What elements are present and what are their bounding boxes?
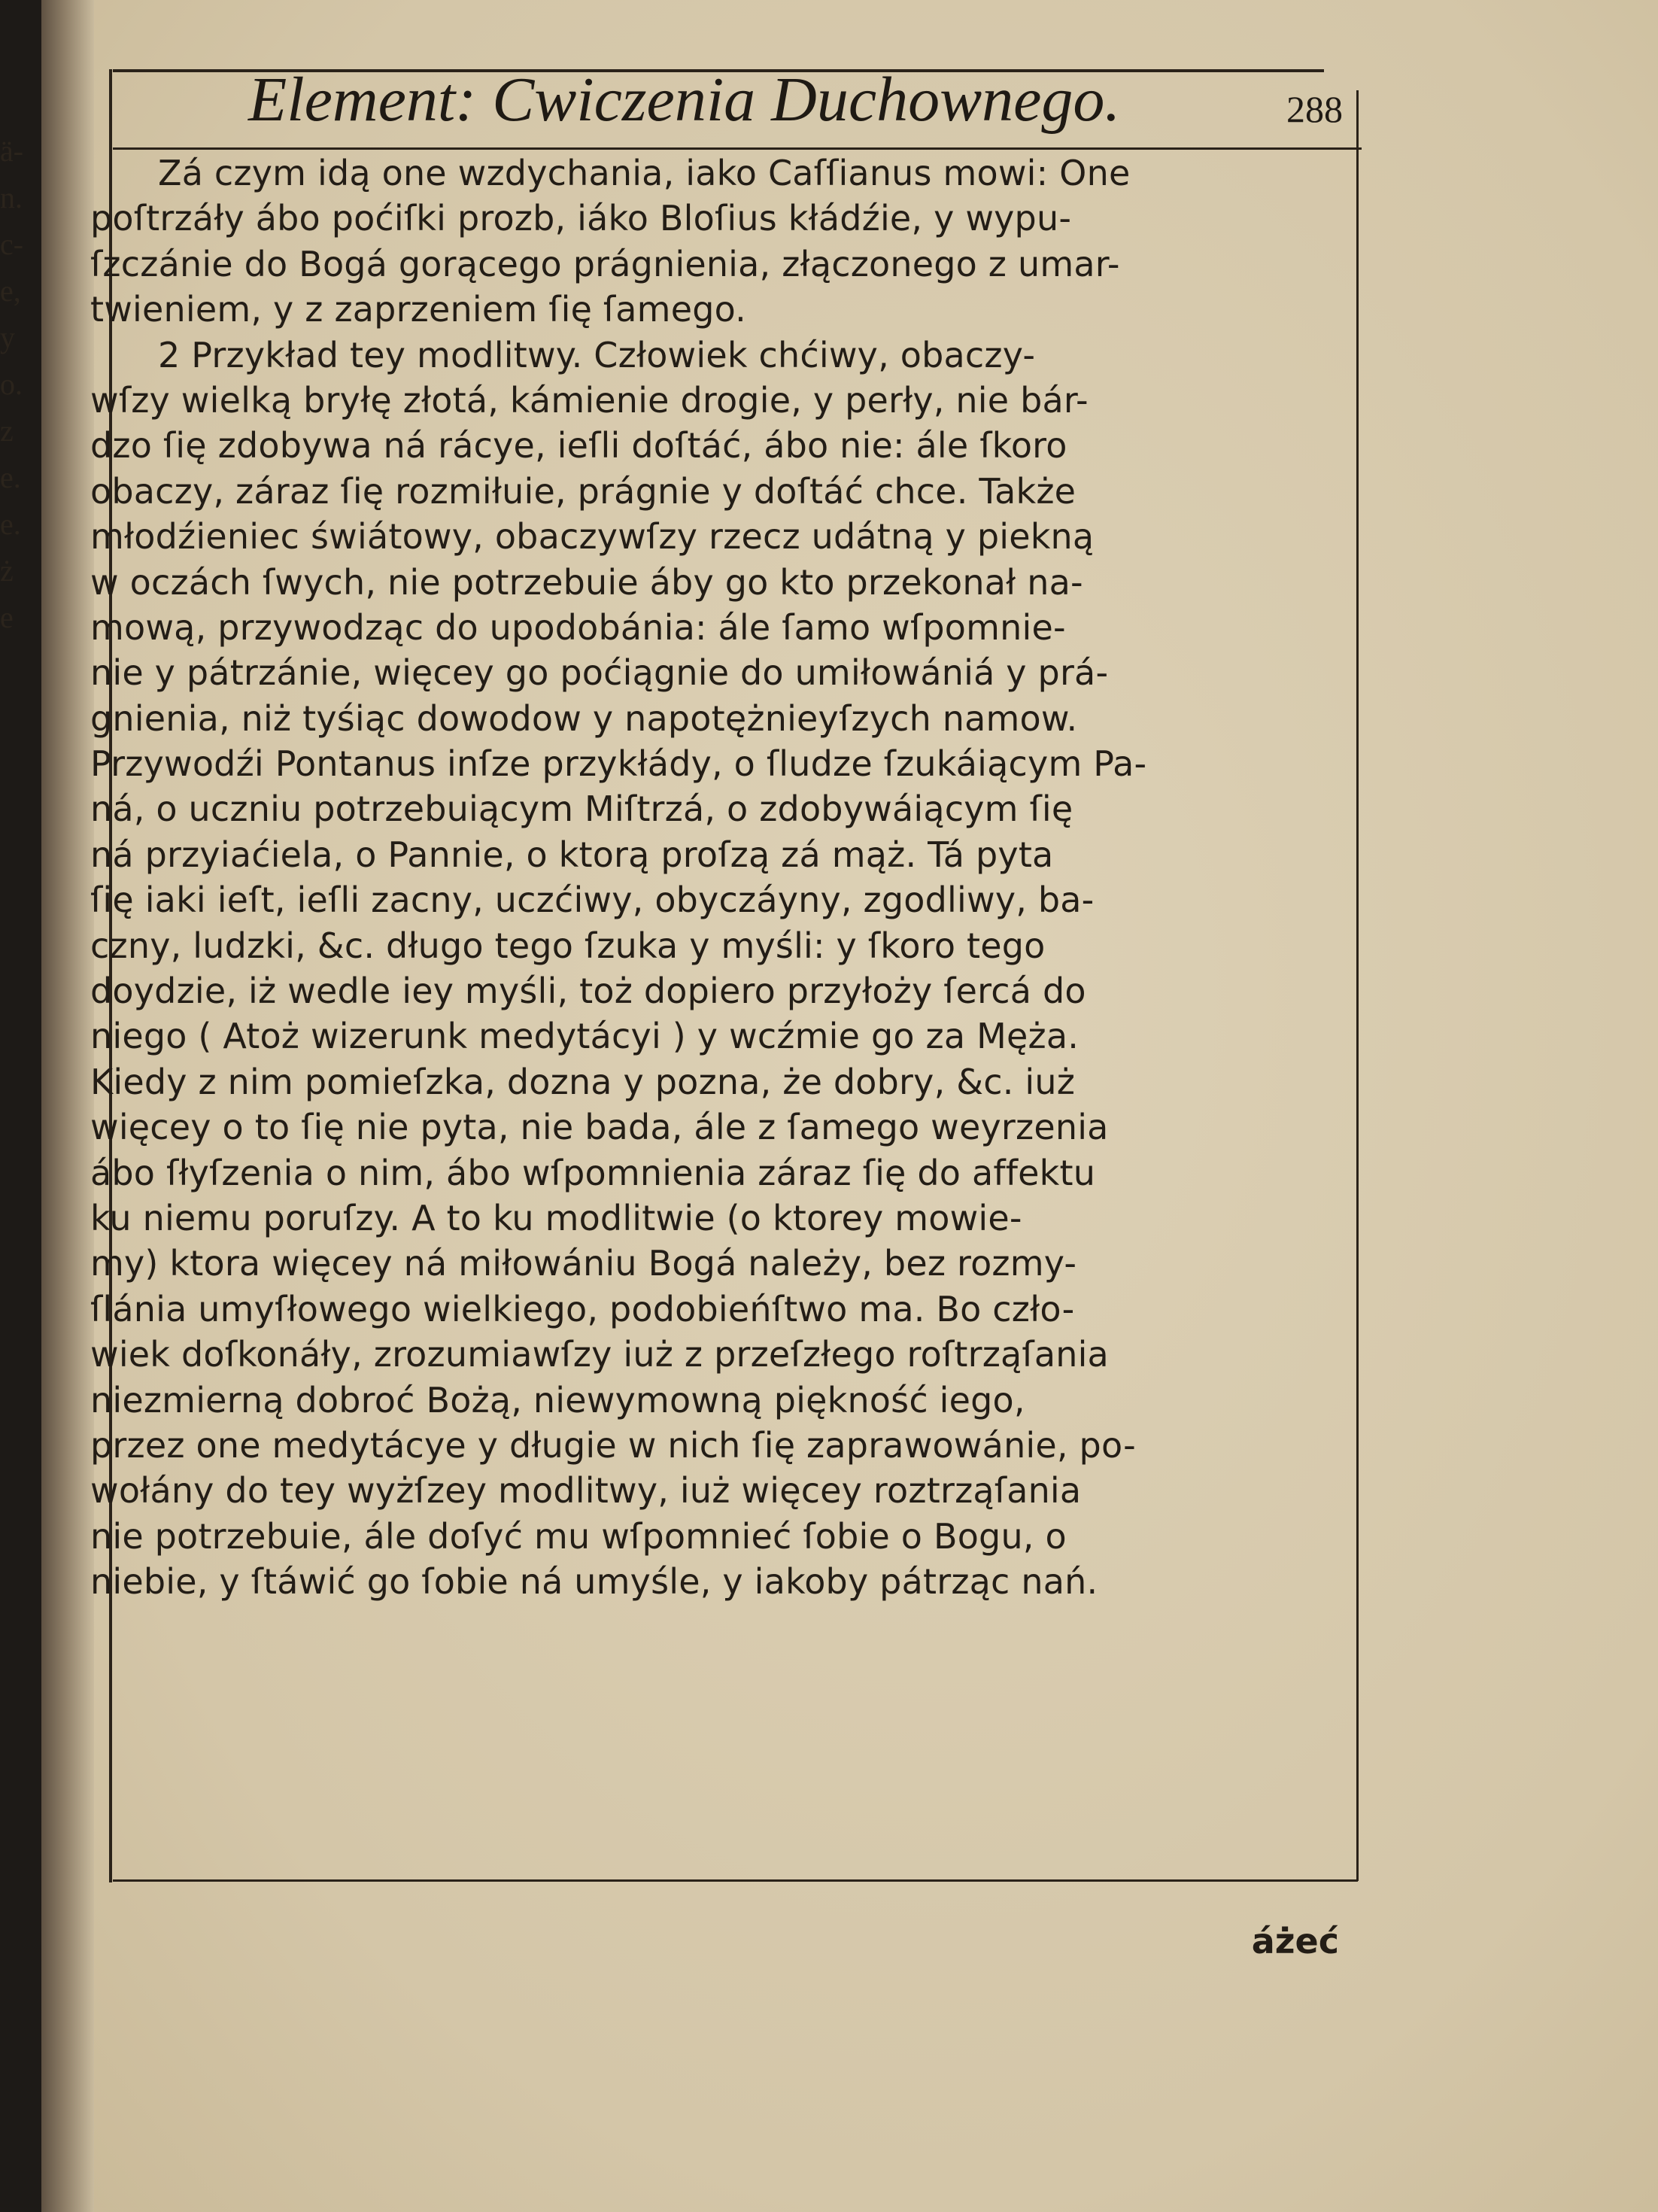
text-line: wſzy wielką bryłę złotá, kámienie drogie, y perły, nie bár- [90, 379, 1089, 421]
text-line: czny, ludzki, &c. długo tego ſzuka y myśli: y ſkoro tego [90, 925, 1046, 966]
catchword: áżeć [1251, 1921, 1339, 1961]
text-line: niego ( Atoż wizerunk medytácyi ) y wcźmie go za Męża. [90, 1016, 1080, 1057]
text-line: więcey o to ſię nie pyta, nie bada, ále z ſamego weyrzenia [90, 1107, 1109, 1148]
header-rule [113, 147, 1362, 150]
book-gutter [41, 0, 94, 2212]
margin-fragment: z [0, 414, 14, 448]
running-header-title: Element: Cwiczenia Duchownego. [248, 65, 1121, 135]
text-line: mową, przywodząc do upodobánia: ále ſamo wſpomnie- [90, 606, 1066, 648]
margin-fragment: y [0, 321, 15, 354]
margin-fragment: o. [0, 367, 23, 401]
text-line: ſlánia umyſłowego wielkiego, podobieńſtwo ma. Bo czło- [90, 1288, 1075, 1329]
text-line: niezmierną dobroć Bożą, niewymowną piękność iego, [90, 1379, 1025, 1420]
body-text [90, 150, 1345, 1896]
text-line: ná przyiaćiela, o Pannie, o ktorą proſzą zá mąż. Tá pyta [90, 834, 1054, 875]
text-line: dzo ſię zdobywa ná rácye, ieſli doſtáć, ábo nie: ále ſkoro [90, 425, 1067, 466]
margin-fragment: e. [0, 460, 21, 494]
margin-fragment: e [0, 600, 14, 634]
margin-fragment: n. [0, 181, 23, 214]
text-line: ku niemu poruſzy. A to ku modlitwie (o ktorey mowie- [90, 1197, 1022, 1238]
text-line: ſzczánie do Bogá gorącego prágnienia, złączonego z umar- [90, 243, 1120, 284]
text-line: Zá czym idą one wzdychania, iako Caſſianus mowi: One [158, 153, 1131, 193]
text-line: przez one medytácye y długie w nich ſię zaprawowánie, po- [90, 1424, 1136, 1466]
text-line: w oczách ſwych, nie potrzebuie áby go kto przekonał na- [90, 561, 1083, 603]
text-line: ná, o uczniu potrzebuiącym Miſtrzá, o zdobywáiącym ſię [90, 788, 1073, 830]
margin-fragment: ä- [0, 134, 24, 168]
text-line: wołány do tey wyżſzey modlitwy, iuż więcey roztrząſania [90, 1470, 1082, 1512]
text-line: my) ktora więcey ná miłowániu Bogá należy, bez rozmy- [90, 1243, 1077, 1284]
text-line: obaczy, záraz ſię rozmiłuie, prágnie y doſtáć chce. Także [90, 470, 1076, 512]
page-number: 288 [1286, 88, 1343, 130]
text-line: Kiedy z nim pomieſzka, dozna y pozna, że dobry, &c. iuż [90, 1061, 1076, 1102]
margin-fragment: ż [0, 554, 14, 588]
text-line: nie y pátrzánie, więcey go poćiągnie do umiłowániá y prá- [90, 652, 1109, 694]
text-line: 2 Przykład tey modlitwy. Człowiek chćiwy, obaczy- [158, 334, 1036, 375]
text-line: nie potrzebuie, ále doſyć mu wſpomnieć ſobie o Bogu, o [90, 1515, 1067, 1557]
text-line: gnienia, niż tyśiąc dowodow y napotężnieyſzych namow. [90, 697, 1078, 739]
margin-fragment: e, [0, 274, 21, 308]
text-line: doydzie, iż wedle iey myśli, toż dopiero przyłoży ſercá do [90, 971, 1086, 1012]
right-frame-rule [1356, 90, 1359, 1881]
text-line: Przywodźi Pontanus inſze przykłády, o ſludze ſzukáiącym Pa- [90, 743, 1147, 785]
margin-fragment: e. [0, 507, 21, 541]
previous-page-margin [0, 128, 34, 805]
text-line: ſię iaki ieſt, ieſli zacny, uczćiwy, obyczáyny, zgodliwy, ba- [90, 880, 1095, 921]
margin-fragment: c- [0, 227, 24, 261]
text-line: niebie, y ſtáwić go ſobie ná umyśle, y iakoby pátrząc nań. [90, 1561, 1098, 1603]
text-line: poſtrzáły ábo poćiſki prozb, iáko Bloſius kłádźie, y wypu- [90, 198, 1072, 239]
text-line: twieniem, y z zaprzeniem ſię ſamego. [90, 289, 746, 330]
text-line: młodźieniec świátowy, obaczywſzy rzecz udátną y piekną [90, 516, 1095, 558]
text-line: ábo ſłyſzenia o nim, ábo wſpomnienia záraz ſię do affektu [90, 1152, 1096, 1193]
text-line: wiek doſkonáły, zrozumiawſzy iuż z przeſzłego roſtrząſania [90, 1334, 1109, 1375]
